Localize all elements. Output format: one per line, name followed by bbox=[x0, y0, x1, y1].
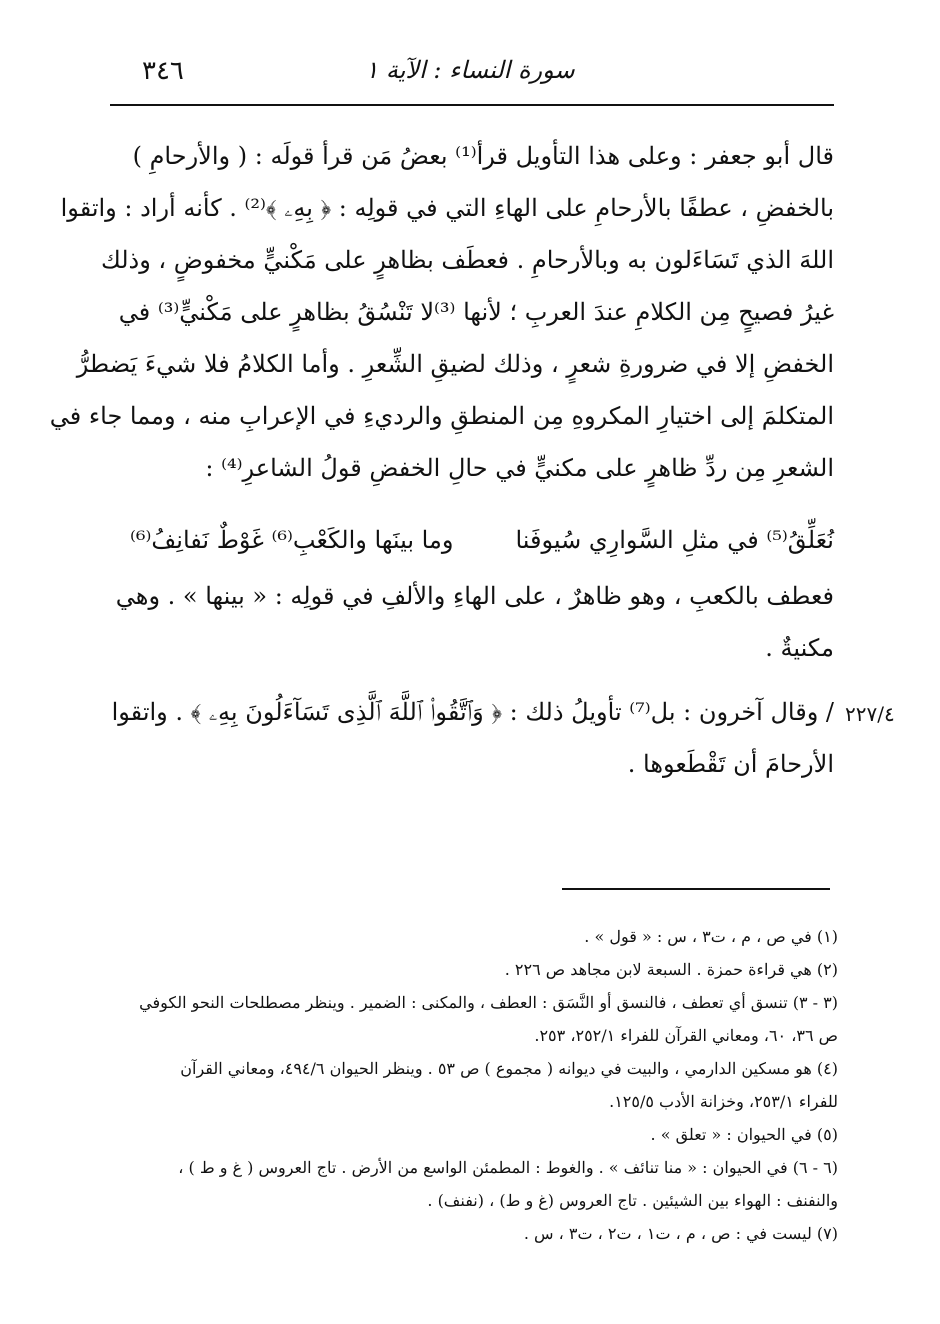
text-line: المتكلمَ إلى اختيارِ المكروهِ مِن المنطقِ والرديءِ في الإعرابِ منه ، ومما جاء في bbox=[49, 402, 834, 430]
text-line: / وقال آخرون : بل⁽⁷⁾ تأويلُ ذلك : ﴿ وَٱتَّقُوا۟ ٱللَّهَ ٱلَّذِى تَسَآءَلُونَ بِهِۦ ﴾ . واتقوا bbox=[111, 698, 834, 726]
text-line: مكنيةٌ . bbox=[765, 634, 834, 662]
text-line: فعطف بالكعبِ ، وهو ظاهرٌ ، على الهاءِ والألفِ في قولِه : « بينها » . وهي bbox=[115, 582, 834, 610]
footnote-line: للفراء ٢٥٣/١، وخزانة الأدب ١٢٥/٥. bbox=[609, 1092, 838, 1111]
footnote-separator bbox=[562, 888, 830, 890]
footnote-line: (١) في ص ، م ، ت٣ ، س : « قول » . bbox=[584, 927, 838, 946]
header-rule bbox=[110, 104, 834, 106]
footnote-line: والنفنف : الهواء بين الشيئين . تاج العروس (غ و ط) ، (نفنف) . bbox=[427, 1191, 838, 1210]
footnote-line: (٧) ليست في : ص ، م ، ت١ ، ت٢ ، ت٣ ، س . bbox=[523, 1224, 838, 1243]
text-line: الأرحامَ أن تَقْطَعوها . bbox=[627, 750, 834, 778]
footnote-line: (٢) هي قراءة حمزة . السبعة لابن مجاهد ص ٢٢٦ . bbox=[504, 960, 838, 979]
footnote-line: ص ٣٦، ٦٠، ومعاني القرآن للفراء ٢٥٢/١، ٢٥٣. bbox=[534, 1026, 838, 1045]
paragraph-1 bbox=[49, 130, 834, 494]
text-line: الشعرِ مِن ردِّ ظاهرٍ على مكنيٍّ في حالِ الخفضِ قولُ الشاعرِ⁽⁴⁾ : bbox=[205, 454, 834, 482]
paragraph-3 bbox=[110, 686, 834, 790]
verse-second-hemistich: وما بينَها والكَعْبِ⁽⁶⁾ غَوْطٌ نَفانِفُ⁽⁶⁾ bbox=[130, 526, 454, 554]
footnote-line: (٦ - ٦) في الحيوان : « منا تنائف » . والغوط : المطمئن الواسع من الأرض . تاج العروس ( غ و ط ) ، bbox=[178, 1158, 838, 1177]
footnote-line: (٥) في الحيوان : « تعلق » . bbox=[650, 1125, 838, 1144]
verse-first-hemistich: نُعَلِّقُ⁽⁵⁾ في مثلِ السَّوارِي سُيوفَنا bbox=[515, 526, 834, 554]
text-line: غيرُ فصيحٍ مِن الكلامِ عندَ العربِ ؛ لأنها ⁽³⁾لا تَنْسُقُ بظاهرٍ على مَكْنيٍّ⁽³⁾ في bbox=[118, 298, 834, 326]
text-line: بالخفضِ ، عطفًا بالأرحامِ على الهاءِ التي في قولِه : ﴿ بِهِۦ ﴾⁽²⁾ . كأنه أراد : واتقوا bbox=[60, 194, 834, 222]
text-line: الخفضِ إلا في ضرورةِ شعرٍ ، وذلك لضيقِ الشِّعرِ . وأما الكلامُ فلا شيءَ يَضطرُّ bbox=[76, 350, 834, 378]
text-line: اللهَ الذي تَسَاءَلون به وبالأرحامِ . فعطَف بظاهرٍ على مَكْنيٍّ مخفوضٍ ، وذلك bbox=[100, 246, 834, 274]
margin-reference: ٢٢٧/٤ bbox=[845, 702, 895, 726]
paragraph-2 bbox=[110, 570, 834, 674]
footnote-line: (٣ - ٣) تنسق أي تعطف ، فالنسق أو النَّسَق : العطف ، والمكنى : الضمير . وينظر مصطلحات النحو الكوفي bbox=[139, 993, 838, 1012]
poetry-verse bbox=[110, 514, 834, 566]
page-number: ٣٤٦ bbox=[142, 56, 184, 86]
text-line: قال أبو جعفر : وعلى هذا التأويل قرأ⁽¹⁾ بعضُ مَن قرأ قولَه : ( والأرحامِ ) bbox=[132, 142, 834, 170]
footnotes bbox=[110, 920, 838, 1250]
footnote-line: (٤) هو مسكين الدارمي ، والبيت في ديوانه ( مجموع ) ص ٥٣ . وينظر الحيوان ٤٩٤/٦، ومعاني القرآن bbox=[180, 1059, 838, 1078]
running-header-title: سورة النساء : الآية ١ bbox=[365, 56, 575, 84]
